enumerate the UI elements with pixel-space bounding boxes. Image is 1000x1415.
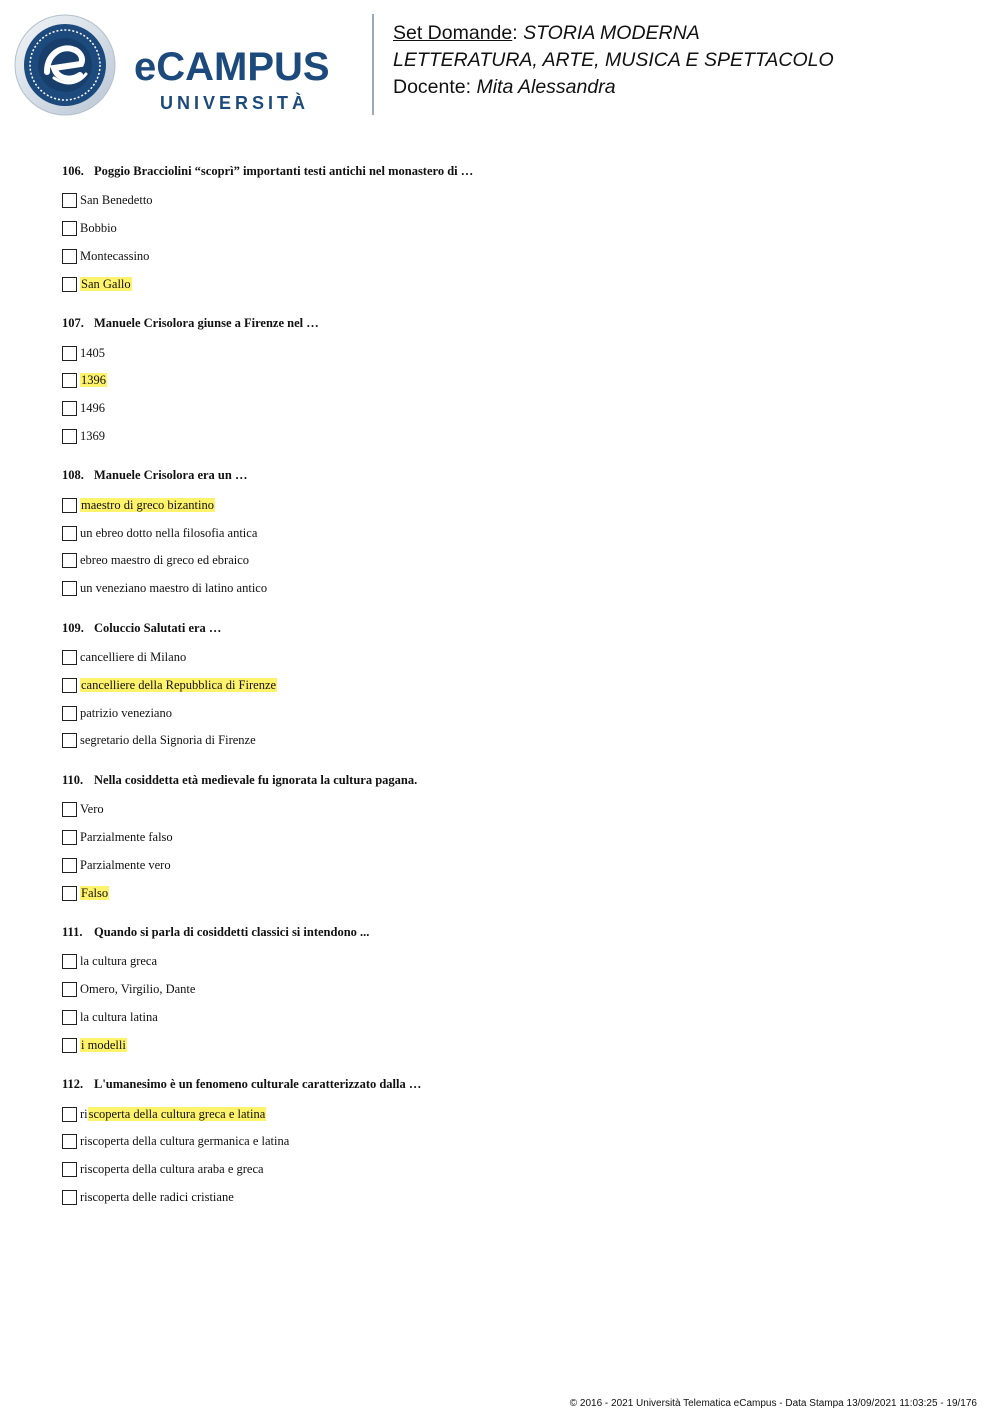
- answer-option[interactable]: [62, 1128, 942, 1156]
- answer-checkbox[interactable]: [62, 954, 77, 969]
- answer-label: [80, 581, 267, 596]
- answer-checkbox[interactable]: [62, 1010, 77, 1025]
- answer-checkbox[interactable]: [62, 982, 77, 997]
- answer-checkbox[interactable]: [62, 858, 77, 873]
- question-title: [62, 464, 942, 486]
- answer-option[interactable]: [62, 948, 942, 976]
- answer-text: Parzialmente vero: [80, 857, 171, 872]
- answer-label: [80, 553, 249, 568]
- answer-text: San Benedetto: [80, 193, 153, 208]
- answer-text: la cultura latina: [80, 1009, 158, 1024]
- header-info: [393, 20, 834, 101]
- answer-text: ebreo maestro di greco ed ebraico: [80, 553, 250, 568]
- page-header: [0, 0, 1000, 130]
- answer-option[interactable]: [62, 547, 942, 575]
- question-spacer: [62, 1059, 942, 1073]
- question-number: 111.: [62, 924, 83, 939]
- answer-label: [80, 706, 172, 721]
- question-block: [62, 312, 942, 450]
- answer-label: [80, 678, 277, 693]
- question-spacer: [62, 298, 942, 312]
- question-number: 107.: [62, 316, 84, 331]
- answer-checkbox[interactable]: [62, 401, 77, 416]
- answer-text: cancelliere di Milano: [80, 649, 187, 664]
- question-text: Manuele Crisolora giunse a Firenze nel …: [94, 316, 319, 331]
- answer-checkbox[interactable]: [62, 733, 77, 748]
- question-number: 110.: [62, 772, 84, 787]
- answer-label: [80, 249, 149, 264]
- answer-option[interactable]: [62, 1004, 942, 1032]
- answer-label: [80, 193, 153, 208]
- question-number: 112.: [62, 1077, 84, 1092]
- question-spacer: [62, 450, 942, 464]
- answer-label: [80, 401, 105, 416]
- answer-label: [80, 221, 117, 236]
- answer-text: riscoperta delle radici cristiane: [80, 1189, 234, 1204]
- question-spacer: [62, 907, 942, 921]
- question-text: Coluccio Salutati era …: [94, 620, 222, 635]
- answer-option[interactable]: [62, 824, 942, 852]
- answer-label: [80, 1010, 158, 1025]
- answer-label: [80, 498, 215, 513]
- answer-text: patrizio veneziano: [80, 705, 172, 720]
- question-spacer: [62, 755, 942, 769]
- answer-label: [80, 277, 132, 292]
- answer-checkbox[interactable]: [62, 249, 77, 264]
- answer-text-highlighted: cancelliere della Repubblica di Firenze: [81, 677, 277, 692]
- question-title: [62, 921, 942, 943]
- answer-label: [80, 526, 257, 541]
- answer-checkbox[interactable]: [62, 498, 77, 513]
- answer-option[interactable]: [62, 575, 942, 603]
- question-title: [62, 312, 942, 334]
- answer-text: segretario della Signoria di Firenze: [80, 733, 256, 748]
- question-block: [62, 921, 942, 1059]
- answer-text-highlighted: San Gallo: [81, 276, 131, 291]
- answer-option[interactable]: [62, 727, 942, 755]
- answer-checkbox[interactable]: [62, 1134, 77, 1149]
- answer-checkbox[interactable]: [62, 373, 77, 388]
- answer-text: Montecassino: [80, 248, 150, 263]
- answer-text-highlighted: scoperta della cultura greca e latina: [88, 1106, 266, 1121]
- question-text: L'umanesimo è un fenomeno culturale caratterizzato dalla …: [94, 1077, 422, 1092]
- answer-text: Bobbio: [80, 221, 117, 236]
- question-text: Poggio Bracciolini “scoprì” importanti testi antichi nel monastero di …: [94, 164, 474, 178]
- answer-label: [80, 1107, 266, 1122]
- answer-checkbox[interactable]: [62, 706, 77, 721]
- answer-checkbox[interactable]: [62, 1162, 77, 1177]
- answer-option[interactable]: [62, 339, 942, 367]
- answer-option[interactable]: [62, 270, 942, 298]
- answer-option[interactable]: [62, 879, 942, 907]
- question-text: Manuele Crisolora era un …: [94, 468, 248, 483]
- answer-text: un ebreo dotto nella filosofia antica: [80, 525, 258, 540]
- page-footer: © 2016 - 2021 Università Telematica eCampus - Data Stampa 13/09/2021 11:03:25 - 19/176: [569, 1398, 977, 1409]
- answer-label: [80, 858, 171, 873]
- question-title: [62, 617, 942, 639]
- question-block: [62, 617, 942, 755]
- answer-option[interactable]: [62, 671, 942, 699]
- question-block: [62, 464, 942, 602]
- answer-option[interactable]: [62, 699, 942, 727]
- ecampus-logo: [14, 14, 359, 118]
- answer-checkbox[interactable]: [62, 1038, 77, 1053]
- question-title: [62, 160, 942, 182]
- answer-option[interactable]: [62, 215, 942, 243]
- answer-label: [80, 429, 105, 444]
- answer-label: [80, 346, 105, 361]
- answer-label: [80, 1038, 127, 1053]
- answer-option[interactable]: [62, 976, 942, 1004]
- answer-checkbox[interactable]: [62, 581, 77, 596]
- teacher-label: Docente:: [393, 76, 477, 98]
- answer-label: [80, 1190, 234, 1205]
- answer-checkbox[interactable]: [62, 830, 77, 845]
- answer-text-highlighted: maestro di greco bizantino: [81, 497, 214, 512]
- answer-option[interactable]: [62, 491, 942, 519]
- answer-option[interactable]: [62, 644, 942, 672]
- question-number: 106.: [62, 164, 84, 178]
- answer-text-prefix: ri: [80, 1106, 88, 1121]
- answer-checkbox[interactable]: [62, 886, 77, 901]
- question-list: [62, 160, 942, 1211]
- question-text: Quando si parla di cosiddetti classici si intendono ...: [94, 924, 370, 939]
- answer-checkbox[interactable]: [62, 277, 77, 292]
- answer-option[interactable]: [62, 1184, 942, 1212]
- answer-option[interactable]: [62, 519, 942, 547]
- answer-text: riscoperta della cultura araba e greca: [80, 1162, 264, 1177]
- teacher-name: Mita Alessandra: [476, 76, 616, 98]
- answer-text: Omero, Virgilio, Dante: [80, 982, 196, 997]
- answer-checkbox[interactable]: [62, 429, 77, 444]
- answer-checkbox[interactable]: [62, 802, 77, 817]
- answer-label: [80, 650, 186, 665]
- answer-label: [80, 982, 195, 997]
- question-title: [62, 769, 942, 791]
- answer-checkbox[interactable]: [62, 553, 77, 568]
- answer-checkbox[interactable]: [62, 678, 77, 693]
- answer-option[interactable]: [62, 367, 942, 395]
- answer-checkbox[interactable]: [62, 221, 77, 236]
- answer-checkbox[interactable]: [62, 1107, 77, 1122]
- answer-checkbox[interactable]: [62, 526, 77, 541]
- answer-option[interactable]: [62, 796, 942, 824]
- answer-option[interactable]: [62, 395, 942, 423]
- answer-label: [80, 733, 256, 748]
- answer-checkbox[interactable]: [62, 193, 77, 208]
- answer-text: 1369: [80, 428, 105, 443]
- answer-option[interactable]: [62, 187, 942, 215]
- answer-text-highlighted: Falso: [81, 885, 109, 900]
- answer-text: la cultura greca: [80, 954, 158, 969]
- question-spacer: [62, 603, 942, 617]
- answer-option[interactable]: [62, 1031, 942, 1059]
- answer-text: riscoperta della cultura germanica e latina: [80, 1134, 290, 1149]
- answer-label: [80, 886, 109, 901]
- logo-subtitle: UNIVERSITÀ: [160, 93, 310, 113]
- answer-option[interactable]: [62, 423, 942, 451]
- question-block: [62, 1073, 942, 1211]
- teacher-line: [393, 74, 834, 101]
- set-title-line: [393, 20, 834, 47]
- answer-option[interactable]: [62, 851, 942, 879]
- answer-text: Vero: [80, 802, 104, 817]
- question-number: 109.: [62, 620, 84, 635]
- answer-option[interactable]: [62, 1100, 942, 1128]
- answer-text: 1405: [80, 345, 105, 360]
- set-separator: :: [512, 22, 524, 44]
- answer-option[interactable]: [62, 1156, 942, 1184]
- answer-label: [80, 802, 104, 817]
- answer-label: [80, 373, 107, 388]
- answer-label: [80, 1162, 264, 1177]
- question-block: [62, 160, 942, 298]
- question-title: [62, 1073, 942, 1095]
- answer-checkbox[interactable]: [62, 346, 77, 361]
- set-title: STORIA MODERNA: [523, 22, 700, 44]
- answer-label: [80, 830, 173, 845]
- question-number: 108.: [62, 468, 84, 483]
- answer-checkbox[interactable]: [62, 650, 77, 665]
- answer-text-highlighted: i modelli: [81, 1037, 126, 1052]
- answer-text: Parzialmente falso: [80, 829, 173, 844]
- question-block: [62, 769, 942, 907]
- answer-text-highlighted: 1396: [81, 373, 106, 388]
- answer-option[interactable]: [62, 243, 942, 271]
- course-subtitle: LETTERATURA, ARTE, MUSICA E SPETTACOLO: [393, 49, 834, 71]
- header-divider: [372, 14, 374, 115]
- answer-checkbox[interactable]: [62, 1190, 77, 1205]
- set-label: Set Domande: [393, 22, 513, 44]
- answer-text: 1496: [80, 401, 105, 416]
- logo-brand: eCAMPUS: [134, 45, 330, 89]
- answer-text: un veneziano maestro di latino antico: [80, 581, 268, 596]
- question-text: Nella cosiddetta età medievale fu ignorata la cultura pagana.: [94, 772, 418, 787]
- answer-label: [80, 1134, 289, 1149]
- answer-label: [80, 954, 157, 969]
